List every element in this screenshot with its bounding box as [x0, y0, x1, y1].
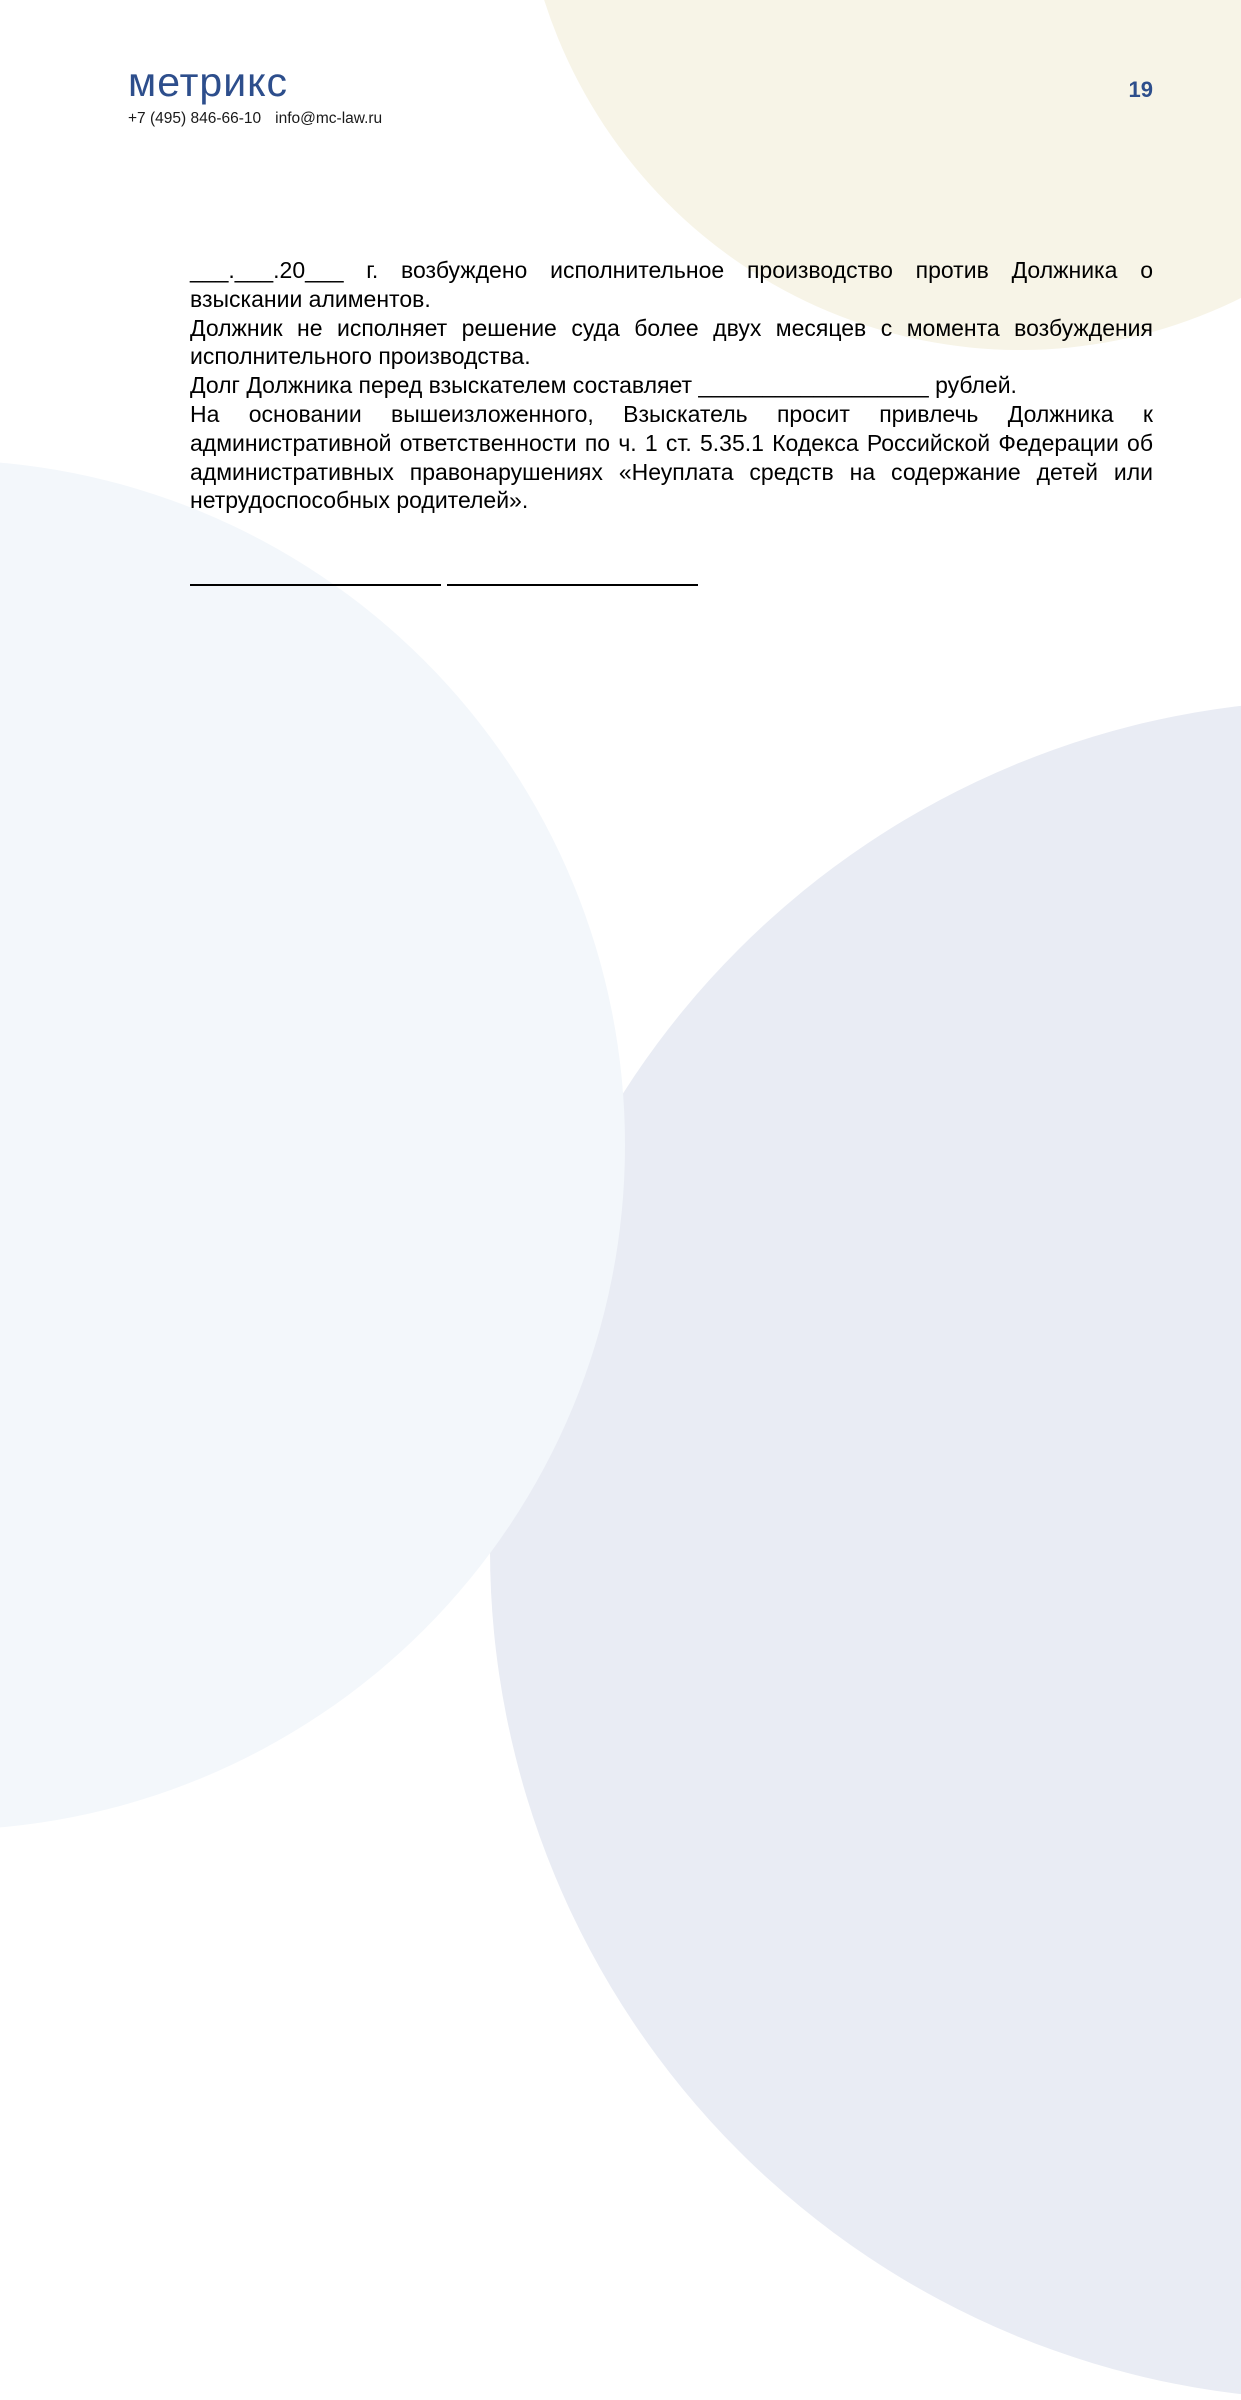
- background-circle-lavender: [490, 700, 1241, 2400]
- signature-block: [190, 584, 698, 586]
- paragraph-request: На основании вышеизложенного, Взыскатель просит привлечь Должника к административной ответственности по ч. 1 ст. 5.35.1 Кодекса Российской Федерации об административных правонарушениях «Неуплата средств на содержание детей или нетрудоспособных родителей».: [190, 400, 1153, 514]
- phone-number: +7 (495) 846-66-10: [128, 110, 262, 127]
- paragraph-debt: Долг Должника перед взыскателем составляет __________________ рублей.: [190, 372, 1017, 399]
- contact-info: [128, 110, 382, 128]
- paragraph-proceedings: ___.___.20___ г. возбуждено исполнительное производство против Должника о взыскании алиментов.: [190, 257, 1153, 312]
- company-logo: метрикс: [128, 59, 289, 105]
- email-address: info@mc-law.ru: [275, 110, 383, 127]
- signature-line: [190, 584, 441, 586]
- document-body: [190, 256, 1153, 515]
- name-line: [447, 584, 698, 586]
- page-header: [128, 60, 382, 128]
- page-number: 19: [1128, 77, 1153, 102]
- paragraph-non-execution: Должник не исполняет решение суда более двух месяцев с момента возбуждения исполнительного производства.: [190, 314, 1153, 370]
